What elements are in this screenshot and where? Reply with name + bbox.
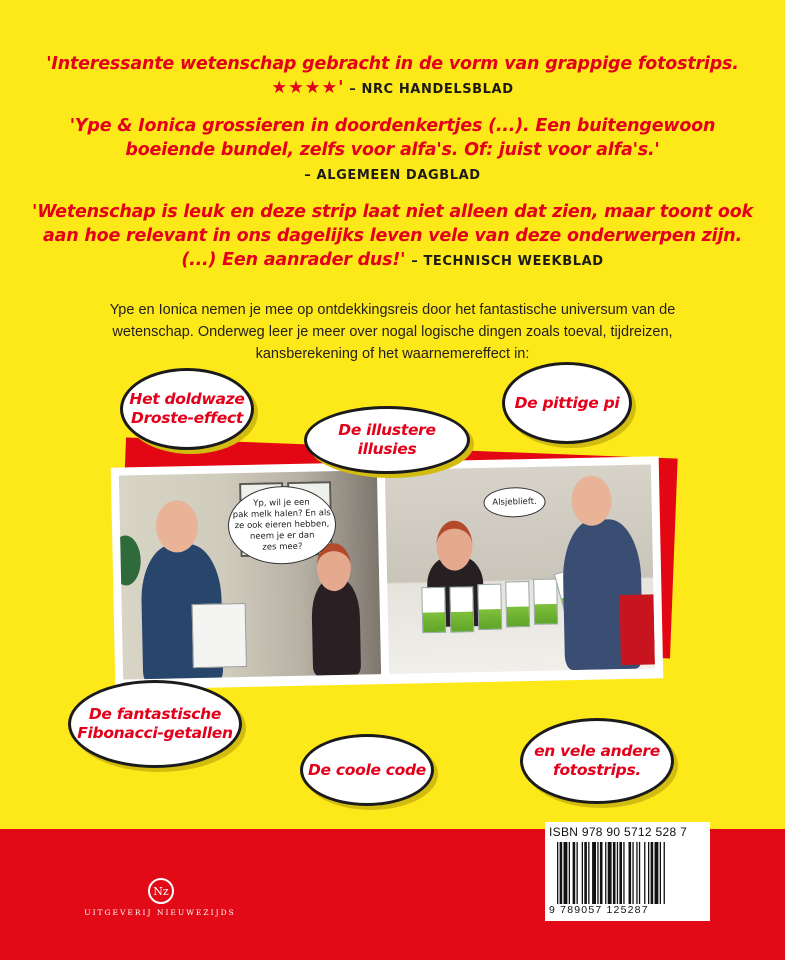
review-source-tw: TECHNISCH WEEKBLAD (423, 254, 604, 269)
review-quote-tw: 'Wetenschap is leuk en deze strip laat niet alleen dat zien, maar toont ook aan hoe relevant in ons dagelijks leven vele van deze onderwerpen zijn. (...) Een aanrader dus!' – TECHNISCH WEEKBLAD (32, 202, 753, 270)
strip-panel-1 (119, 470, 381, 679)
publisher-logo-icon: Nz (148, 878, 174, 904)
strip-panel-2 (385, 464, 655, 674)
speech-balloon-answer: Alsjeblieft. (483, 487, 546, 518)
woman-figure (311, 579, 361, 676)
topic-bubble-illusies: De illustere illusies (304, 406, 470, 474)
barcode-digits: 9 789057 125287 (549, 904, 649, 916)
shopping-bag (192, 603, 247, 668)
review-source-ad: ALGEMEEN DAGBLAD (316, 168, 481, 183)
milk-carton (477, 584, 502, 630)
topic-bubble-fibonacci: De fantastische Fibonacci-getallen (68, 680, 242, 768)
milk-carton (533, 578, 558, 624)
milk-carton (421, 587, 446, 633)
topic-bubble-code: De coole code (300, 734, 434, 806)
photo-strip (111, 456, 664, 689)
rating-stars: ★★★★ (271, 78, 339, 98)
milk-carton (449, 586, 474, 632)
review-quote-nrc: 'Interessante wetenschap gebracht in de vorm van grappige fotostrips. ★★★★' – NRC HANDELSBLAD (46, 54, 739, 98)
book-description: Ype en Ionica nemen je mee op ontdekkingsreis door het fantastische universum van de wetenschap. Onderweg leer je meer over nogal logische dingen zoals toeval, tijdreizen, kansberekening of het waarnemereffect in: (109, 302, 676, 362)
isbn-number: ISBN 978 90 5712 528 7 (549, 825, 688, 839)
isbn-barcode-box (545, 822, 710, 921)
milk-carton (505, 581, 530, 627)
review-quotes (0, 52, 785, 286)
barcode-icon (557, 842, 705, 904)
topic-bubble-droste: Het doldwaze Droste-effect (120, 368, 254, 450)
topic-bubble-pi: De pittige pi (502, 362, 632, 444)
review-quote-ad: 'Ype & Ionica grossieren in doordenkertjes (...). Een buitengewoon boeiende bundel, zelfs voor alfa's. Of: juist voor alfa's.' – ALGEMEEN DAGBLAD (69, 116, 716, 183)
red-bag (620, 594, 655, 665)
publisher-name: UITGEVERIJ NIEUWEZIJDS (84, 908, 236, 917)
green-plant-shape (119, 535, 141, 586)
review-source-nrc: NRC HANDELSBLAD (361, 82, 514, 97)
topic-bubble-andere: en vele andere fotostrips. (520, 718, 674, 804)
speech-balloon-question: Yp, wil je een pak melk halen? En als ze ook eieren hebben, neem je er dan zes mee? (227, 485, 337, 565)
